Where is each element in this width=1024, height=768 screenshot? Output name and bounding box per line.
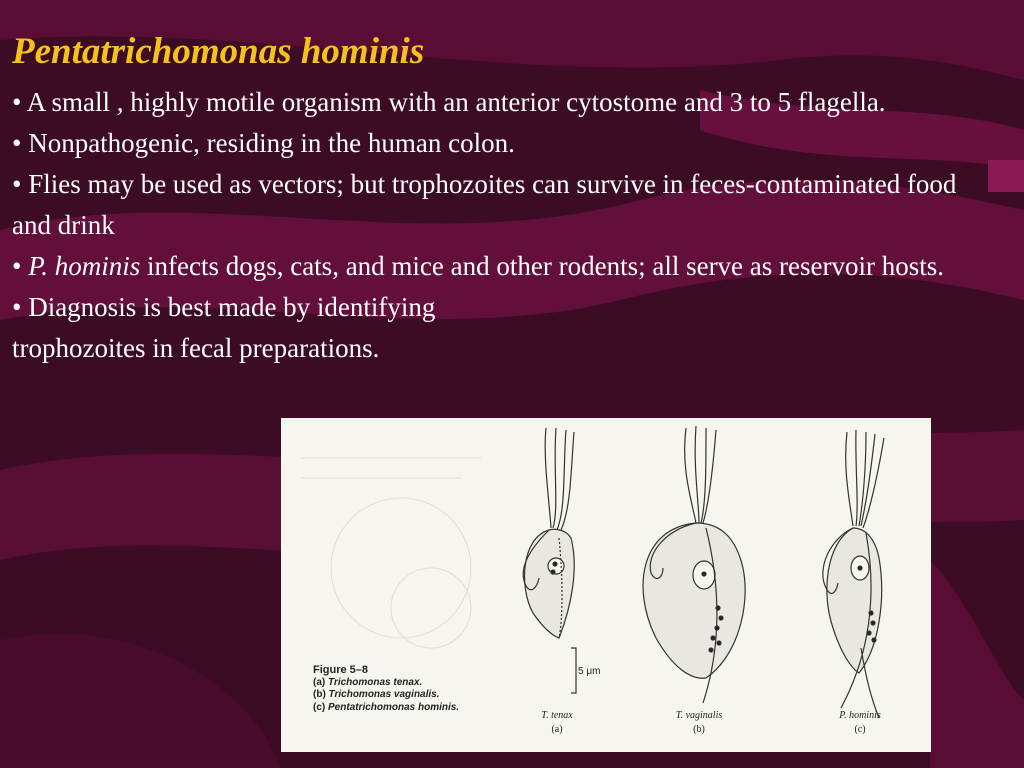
caption-label: (c) — [313, 701, 328, 713]
bullet-hosts-species: P. hominis — [28, 251, 141, 281]
organism-vaginalis — [643, 426, 745, 703]
bullet-hosts-prefix: • — [12, 251, 29, 281]
figure-caption-line — [313, 689, 459, 702]
organism-tenax — [523, 428, 574, 638]
caption-label: (b) — [313, 689, 329, 700]
figure-caption-title: Figure 5–8 — [313, 664, 369, 676]
figure-trichomonads — [281, 418, 931, 752]
species-label-hominis: P. hominis — [839, 710, 881, 721]
slide-title: Pentatrichomonas hominis — [12, 31, 425, 72]
organism-hominis — [823, 430, 884, 718]
bullet-vectors: • Flies may be used as vectors; but trophozoites can survive in feces-contaminated food and drink — [12, 169, 957, 240]
bullet-nonpathogenic: • Nonpathogenic, residing in the human colon. — [12, 128, 515, 158]
species-label-tenax: T. tenax — [541, 710, 573, 721]
figure-caption-line — [313, 702, 459, 715]
figure-caption-line — [313, 677, 459, 690]
caption-name: Trichomonas tenax. — [328, 676, 423, 688]
caption-name: Pentatrichomonas hominis. — [328, 701, 460, 713]
panel-label-b: (b) — [693, 724, 705, 735]
bullet-cytostome: • A small , highly motile organism with an anterior cytostome and 3 to 5 flagella. — [12, 87, 886, 117]
bullet-diagnosis: • Diagnosis is best made by identifying trophozoites in fecal preparations. — [12, 292, 436, 363]
panel-label-c: (c) — [854, 724, 866, 735]
caption-label: (a) — [313, 676, 328, 688]
bullet-list — [12, 82, 992, 369]
bullet-hosts — [12, 246, 992, 287]
panel-label-a: (a) — [551, 724, 563, 735]
bullet-hosts-rest: infects dogs, cats, and mice and other rodents; all serve as reservoir hosts. — [140, 251, 944, 281]
caption-name: Trichomonas vaginalis. — [328, 689, 440, 700]
species-label-vaginalis: T. vaginalis — [675, 710, 723, 721]
figure-caption — [313, 664, 459, 714]
scale-label: 5 μm — [578, 666, 601, 677]
scale-bar — [571, 648, 576, 693]
